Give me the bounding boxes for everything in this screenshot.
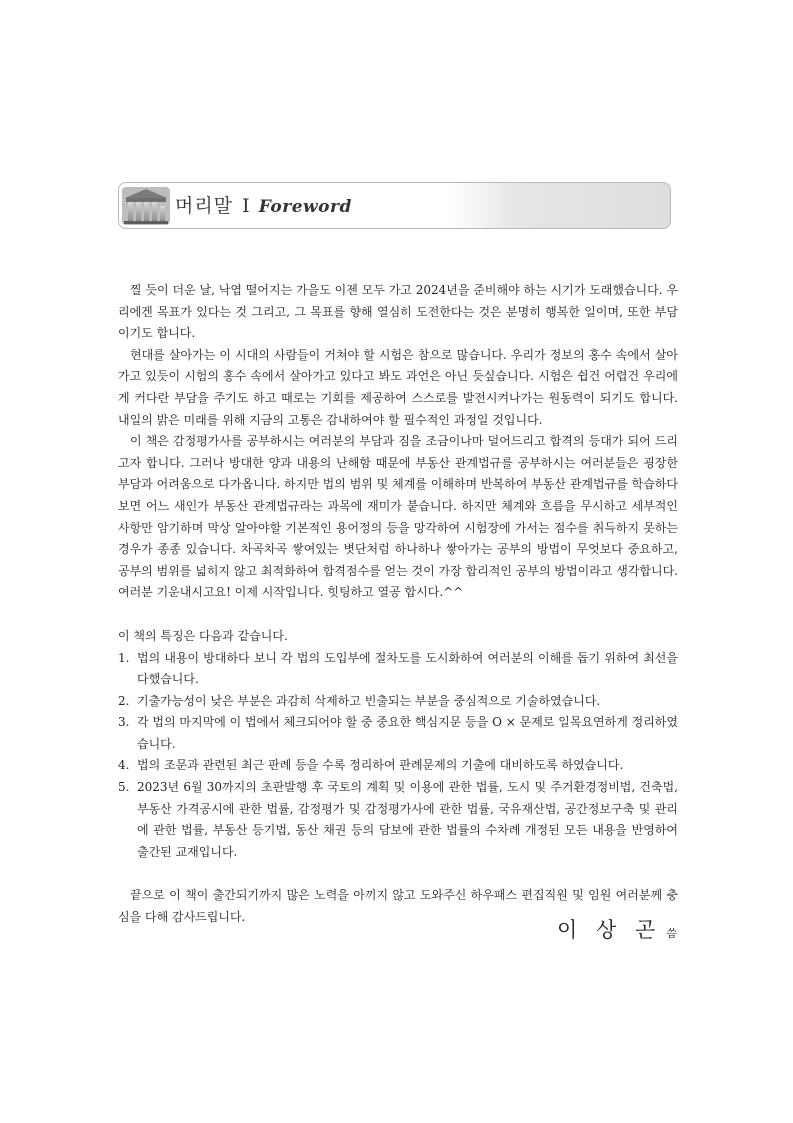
list-item bbox=[118, 712, 678, 755]
page-title bbox=[175, 191, 352, 221]
list-item-text: 기출가능성이 낮은 부분은 과감히 삭제하고 빈출되는 부분을 중심적으로 기술하였습니다. bbox=[137, 693, 601, 708]
closing-paragraph: 끝으로 이 책이 출간되기까지 많은 노력을 아끼지 않고 도와주신 하우패스 편집직원 및 임원 여러분께 충심을 다해 감사드립니다. bbox=[118, 888, 678, 925]
author-suffix: 씀 bbox=[666, 927, 677, 940]
list-item-text: 2023년 6월 30까지의 초판발행 후 국토의 계획 및 이용에 관한 법률, 도시 및 주거환경정비법, 건축법, 부동산 가격공시에 관한 법률, 감정평가 및 감정평가사에 관한 법률, 국유재산법, 공간정보구축 및 관리에 관한 법률, 부동산 등기법, 동산 채권 등의 담보에 관한 법률의 수차례 개정된 모든 내용을 반영하여 출간된 교재입니다. bbox=[137, 780, 678, 859]
title-separator: I bbox=[242, 195, 250, 217]
list-item bbox=[118, 648, 678, 691]
author-name: 이 상 곤 bbox=[557, 918, 662, 942]
list-item bbox=[118, 691, 678, 713]
list-item bbox=[118, 755, 678, 777]
paragraph-3: 이 책은 감정평가사를 공부하시는 여러분의 부담과 짐을 조금이나마 덜어드리고 합격의 등대가 되어 드리고자 합니다. 그러나 방대한 양과 내용의 난해함 때문에 부동산 관계법규를 공부하시는 여러분들은 굉장한 부담과 어려움으로 다가옵니다. 하지만 법의 범위 및 체계를 이해하며 반복하여 부동산 관계법규를 학습하다보면 어느 새인가 부동산 관계법규라는 과목에 재미가 붙습니다. 하지만 체계와 흐름을 무시하고 세부적인 사항만 암기하며 막상 알아야할 기본적인 용어정의 등을 망각하여 시험장에 가서는 점수를 취득하지 못하는 경우가 종종 있습니다. 차곡차곡 쌓여있는 볏단처럼 하나하나 쌓아가는 공부의 방법이 무엇보다 중요하고, 공부의 범위를 넓히지 않고 최적화하여 합격점수를 얻는 것이 가장 합리적인 공부의 방법이라고 생각합니다. 여러분 기운내시고요! 이제 시작입니다. 힛팅하고 열공 합시다.^^ bbox=[118, 434, 678, 600]
list-item-number: 2. bbox=[118, 693, 130, 708]
list-item bbox=[118, 777, 678, 863]
list-item-number: 5. bbox=[118, 780, 130, 795]
list-item-text: 법의 조문과 관련된 최근 판례 등을 수록 정리하여 판례문제의 기출에 대비하도록 하였습니다. bbox=[137, 758, 624, 773]
paragraph-2: 현대를 살아가는 이 시대의 사람들이 거쳐야 할 시험은 참으로 많습니다. 우리가 정보의 홍수 속에서 살아가고 있듯이 시험의 홍수 속에서 살아가고 있다고 봐도 과언은 아닌 듯싶습니다. 시험은 쉽건 어렵건 우리에게 커다란 부담을 주기도 하고 때로는 기회를 제공하여 스스로를 발전시켜나가는 원동력이 되기도 합니다. 내일의 밝은 미래를 위해 지금의 고통은 감내하여야 할 필수적인 과정일 것입니다. bbox=[118, 347, 678, 427]
paragraph-1: 찔 듯이 더운 날, 낙엽 떨어지는 가을도 이젠 모두 가고 2024년을 준비해야 하는 시기가 도래했습니다. 우리에겐 목표가 있다는 것 그리고, 그 목표를 향해 열심히 도전한다는 것은 분명히 행복한 일이며, 또한 부담이기도 합니다. bbox=[118, 283, 678, 341]
title-korean: 머리말 bbox=[175, 195, 234, 217]
signature bbox=[557, 914, 677, 944]
title-english: Foreword bbox=[258, 197, 352, 217]
list-item-number: 1. bbox=[118, 650, 130, 665]
features-intro: 이 책의 특징은 다음과 같습니다. bbox=[118, 628, 288, 643]
foreword-body bbox=[118, 280, 678, 929]
features-list bbox=[118, 648, 678, 864]
list-item-number: 3. bbox=[118, 715, 130, 730]
list-item-text: 각 법의 마지막에 이 법에서 체크되어야 할 중 중요한 핵심지문 등을 O × 문제로 일목요연하게 정리하였습니다. bbox=[137, 715, 678, 751]
list-item-number: 4. bbox=[118, 758, 130, 773]
list-item-text: 법의 내용이 방대하다 보니 각 법의 도입부에 절차도를 도시화하여 여러분의 이해를 돕기 위하여 최선을 다했습니다. bbox=[137, 650, 678, 687]
temple-ruins-icon bbox=[121, 186, 171, 226]
